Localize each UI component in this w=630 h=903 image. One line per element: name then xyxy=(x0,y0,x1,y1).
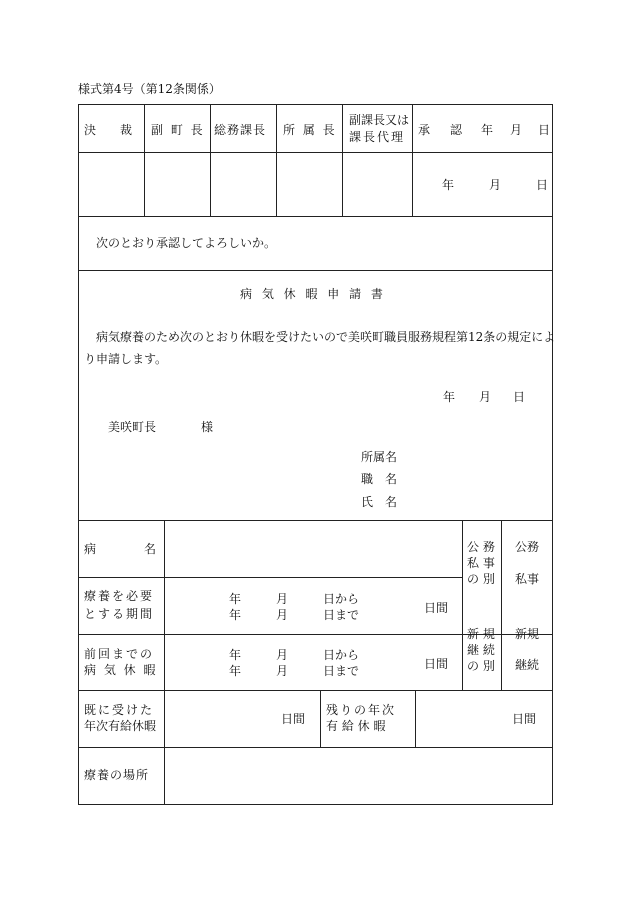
details-side-col-2 xyxy=(501,520,502,690)
details-row-1-line xyxy=(78,577,462,578)
approval-col-5 xyxy=(412,104,413,216)
shinki-keizoku-label-3: の 別 xyxy=(467,659,495,673)
details-top-line xyxy=(78,520,552,521)
frame-top xyxy=(78,104,552,105)
approval-date-tsuki: 月 xyxy=(489,178,502,192)
zenkai-label-2: 病 気 休 暇 xyxy=(84,663,158,677)
shonin-hi: 日 xyxy=(538,123,551,137)
shonin-label: 承 認 xyxy=(418,123,467,137)
koumu-option[interactable]: 公務 xyxy=(515,540,540,554)
zenkai-from-tsuki: 月 xyxy=(276,648,289,662)
approval-bottom-line xyxy=(78,216,552,217)
kikan-nichikan: 日間 xyxy=(424,601,449,615)
details-kyuka-col-2 xyxy=(415,690,416,747)
nokori-nichikan: 日間 xyxy=(512,712,537,726)
nokori-label-1: 残りの年次 xyxy=(326,703,397,717)
application-title: 病 気 休 暇 申 請 書 xyxy=(240,287,386,301)
shiji-option[interactable]: 私事 xyxy=(515,572,540,586)
kikan-from-tsuki: 月 xyxy=(276,592,289,606)
fukukacho-label-1: 副課長又は xyxy=(349,113,410,127)
zenkai-to-tsuki: 月 xyxy=(276,664,289,678)
shinki-keizoku-label-1: 新 規 xyxy=(467,627,495,641)
shokumei-label: 職 名 xyxy=(361,472,398,486)
koumu-shiji-label-2: 私 事 xyxy=(467,556,495,570)
zenkai-from-hi: 日から xyxy=(323,648,360,662)
fukuchocho-label: 副 町 長 xyxy=(151,123,205,137)
addressee-sama: 様 xyxy=(201,420,214,434)
shonin-nen: 年 xyxy=(481,123,494,137)
addressee: 美咲町長 xyxy=(108,420,157,434)
kyuka-label-2: 年次有給休暇 xyxy=(84,719,157,733)
details-row-3-line xyxy=(78,690,552,691)
kyuka-nichikan: 日間 xyxy=(281,712,306,726)
frame-bottom xyxy=(78,804,552,805)
kikan-from-nen: 年 xyxy=(229,592,242,606)
shozoku-label: 所属名 xyxy=(361,450,398,464)
kikan-label-2: とする期間 xyxy=(84,607,155,621)
application-date-nen: 年 xyxy=(443,390,456,404)
approval-col-2 xyxy=(210,104,211,216)
approval-date-hi: 日 xyxy=(536,178,549,192)
shonin-tsuki: 月 xyxy=(510,123,523,137)
details-side-col-1 xyxy=(462,520,463,690)
kikan-to-nen: 年 xyxy=(229,608,242,622)
frame-right xyxy=(552,104,553,805)
zenkai-label-1: 前回までの xyxy=(84,647,155,661)
approval-col-4 xyxy=(342,104,343,216)
byomei-label: 病 名 xyxy=(84,542,157,556)
zenkai-from-nen: 年 xyxy=(229,648,242,662)
shinki-keizoku-label-2: 継 続 xyxy=(467,643,495,657)
details-row-4-line xyxy=(78,747,552,748)
application-body-1: 病気療養のため次のとおり休暇を受けたいので美咲町職員服務規程第12条の規定によ xyxy=(96,330,556,344)
kikan-to-hi: 日まで xyxy=(323,608,360,622)
approval-question: 次のとおり承認してよろしいか。 xyxy=(96,236,277,250)
shinki-option[interactable]: 新規 xyxy=(515,627,540,641)
approval-col-3 xyxy=(276,104,277,216)
shozoku-cho-label: 所 属 長 xyxy=(283,123,337,137)
kessai-label: 決 裁 xyxy=(84,123,133,137)
application-date-tsuki: 月 xyxy=(479,390,492,404)
shimei-label: 氏 名 xyxy=(361,495,398,509)
details-kyuka-col-1 xyxy=(320,690,321,747)
question-bottom-line xyxy=(78,270,552,271)
zenkai-nichikan: 日間 xyxy=(424,657,449,671)
kikan-from-hi: 日から xyxy=(323,592,360,606)
form-number: 様式第4号（第12条関係） xyxy=(78,82,221,96)
zenkai-to-hi: 日まで xyxy=(323,664,360,678)
zenkai-to-nen: 年 xyxy=(229,664,242,678)
basho-label: 療養の場所 xyxy=(84,768,150,782)
koumu-shiji-label-3: の 別 xyxy=(467,572,495,586)
somu-kacho-label: 総務課長 xyxy=(214,123,267,137)
application-body-2: り申請します。 xyxy=(84,352,168,366)
kikan-to-tsuki: 月 xyxy=(276,608,289,622)
approval-col-1 xyxy=(144,104,145,216)
keizoku-option[interactable]: 継続 xyxy=(515,658,540,672)
kikan-label-1: 療養を必要 xyxy=(84,589,155,603)
frame-left xyxy=(78,104,79,805)
application-date-hi: 日 xyxy=(513,390,526,404)
approval-header-line xyxy=(78,152,552,153)
koumu-shiji-label-1: 公 務 xyxy=(467,540,495,554)
approval-date-nen: 年 xyxy=(442,178,455,192)
fukukacho-label-2: 課長代理 xyxy=(349,130,406,144)
details-label-col xyxy=(164,520,165,804)
nokori-label-2: 有 給 休 暇 xyxy=(326,719,386,733)
kyuka-label-1: 既に受けた xyxy=(84,703,155,717)
